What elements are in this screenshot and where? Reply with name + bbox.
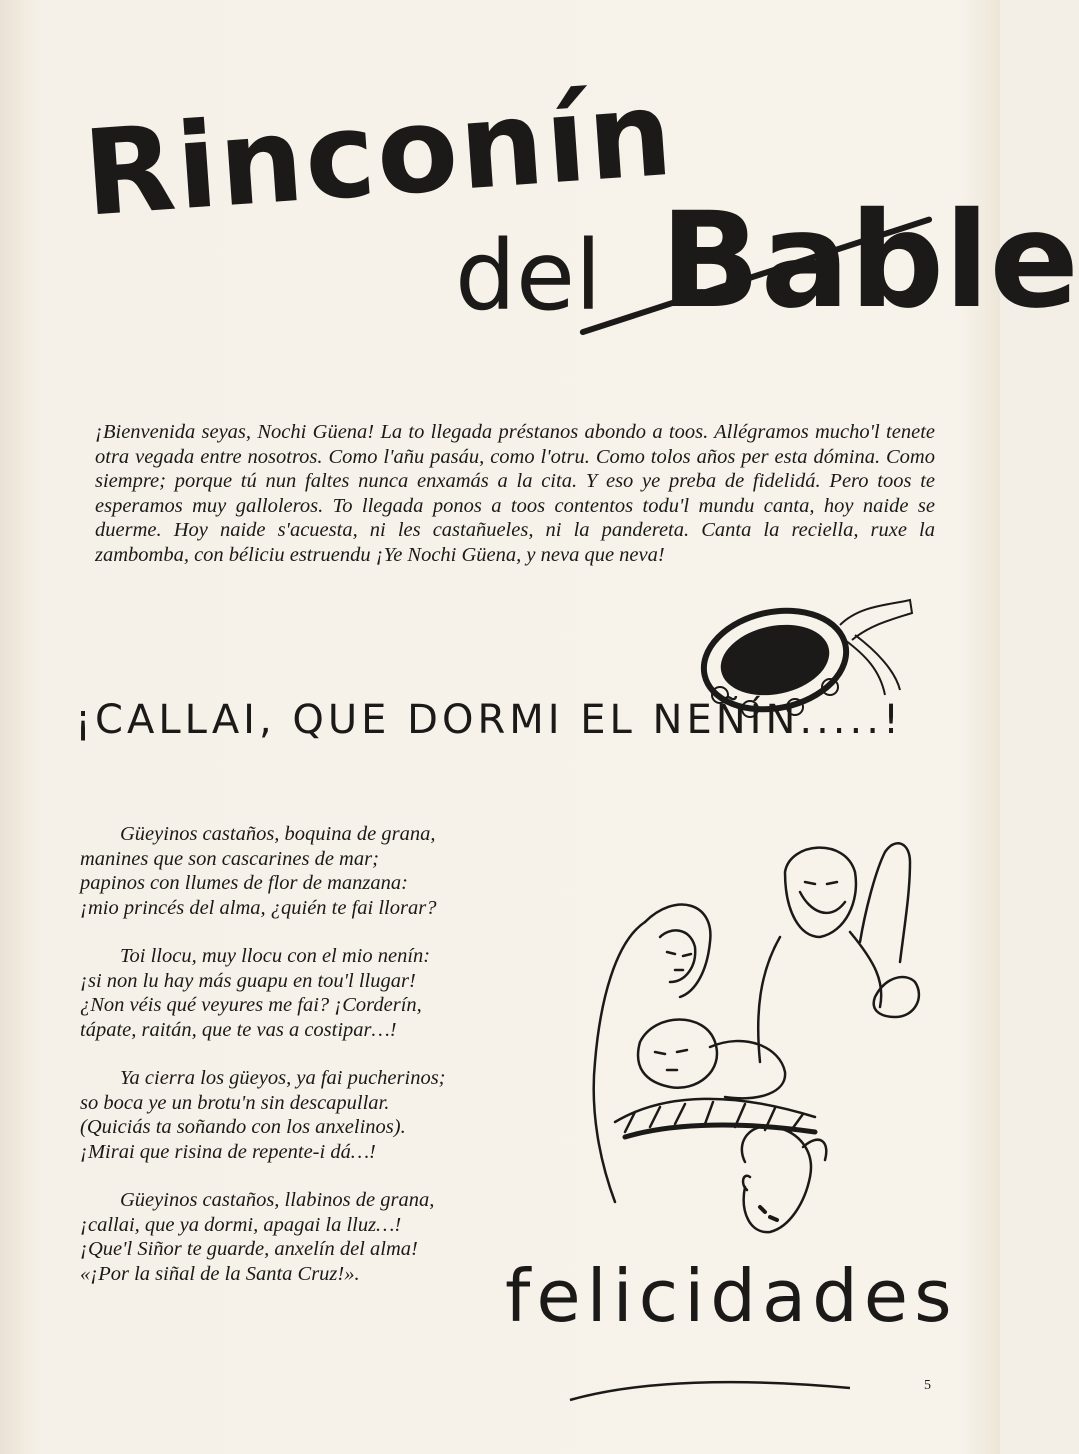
title-bable: Bable (660, 184, 1079, 338)
intro-paragraph: ¡Bienvenida seyas, Nochi Güena! La to llegada préstanos abondo a toos. Allégramos mucho'l tenete otra vegada entre nosotros. Como l'añu pasáu, como l'otru. Como tolos años per esta dómina. Como siempre; porque tú nun faltes nunca enxamás a la cita. Y eso ye preba de fidelidá. Pero toos te esperamos muy galloleros. To llegada ponos a toos contentos todu'l mundu canta, hoy naide se duerme. Hoy naide s'acuesta, ni les castañueles, ni la pandereta. Canta la reciella, ruxe la zambomba, con béliciu estruendu ¡Ye Nochi Güena, y neva que neva! (95, 421, 935, 566)
poem-line: ¡Que'l Siñor te guarde, anxelín del alma! (80, 1238, 418, 1260)
poem-line: ¡Mirai que risina de repente-i dá…! (80, 1140, 376, 1163)
poem-line: «¡Por la siñal de la Santa Cruz!». (80, 1262, 360, 1285)
greeting-felicidades: felicidades (505, 1254, 958, 1338)
poem-stanza (80, 944, 540, 1042)
poem-line: tápate, raitán, que te vas a costipar…! (80, 1018, 397, 1041)
poem-stanza (80, 1066, 540, 1164)
poem-line: ¡callai, que ya dormi, apagai la lluz…! (80, 1213, 402, 1236)
page-number: 5 (924, 1378, 931, 1393)
title-del: del (455, 220, 602, 332)
poem-line: papinos con llumes de flor de manzana: (80, 872, 408, 894)
poem-stanza (80, 1188, 540, 1286)
headline-callai: ¡CALLAI, QUE DORMI EL NEÑÍN.....! (75, 697, 903, 743)
poem-line: ¡mio princés del alma, ¿quién te fai llorar? (80, 896, 437, 919)
poem (80, 822, 540, 1310)
poem-line: Ya cierra los güeyos, ya fai pucherinos; (120, 1067, 446, 1089)
title-rinconin: Rinconín (79, 63, 679, 243)
poem-line: ¡si non lu hay más guapu en tou'l llugar! (80, 969, 416, 992)
greeting-underline-stroke (560, 1370, 860, 1410)
nativity-illustration (575, 832, 955, 1262)
poem-line: Güeyinos castaños, llabinos de grana, (120, 1189, 435, 1211)
poem-line: manines que son cascarines de mar; (80, 847, 379, 870)
poem-line: Toi llocu, muy llocu con el mio nenín: (120, 945, 431, 967)
poem-line: ¿Non véis qué veyures me fai? ¡Corderín, (80, 994, 422, 1016)
poem-line: (Quiciás ta soñando con los anxelinos). (80, 1116, 406, 1138)
poem-stanza (80, 822, 540, 920)
poem-line: Güeyinos castaños, boquina de grana, (120, 823, 436, 845)
poem-line: so boca ye un brotu'n sin descapullar. (80, 1091, 390, 1114)
